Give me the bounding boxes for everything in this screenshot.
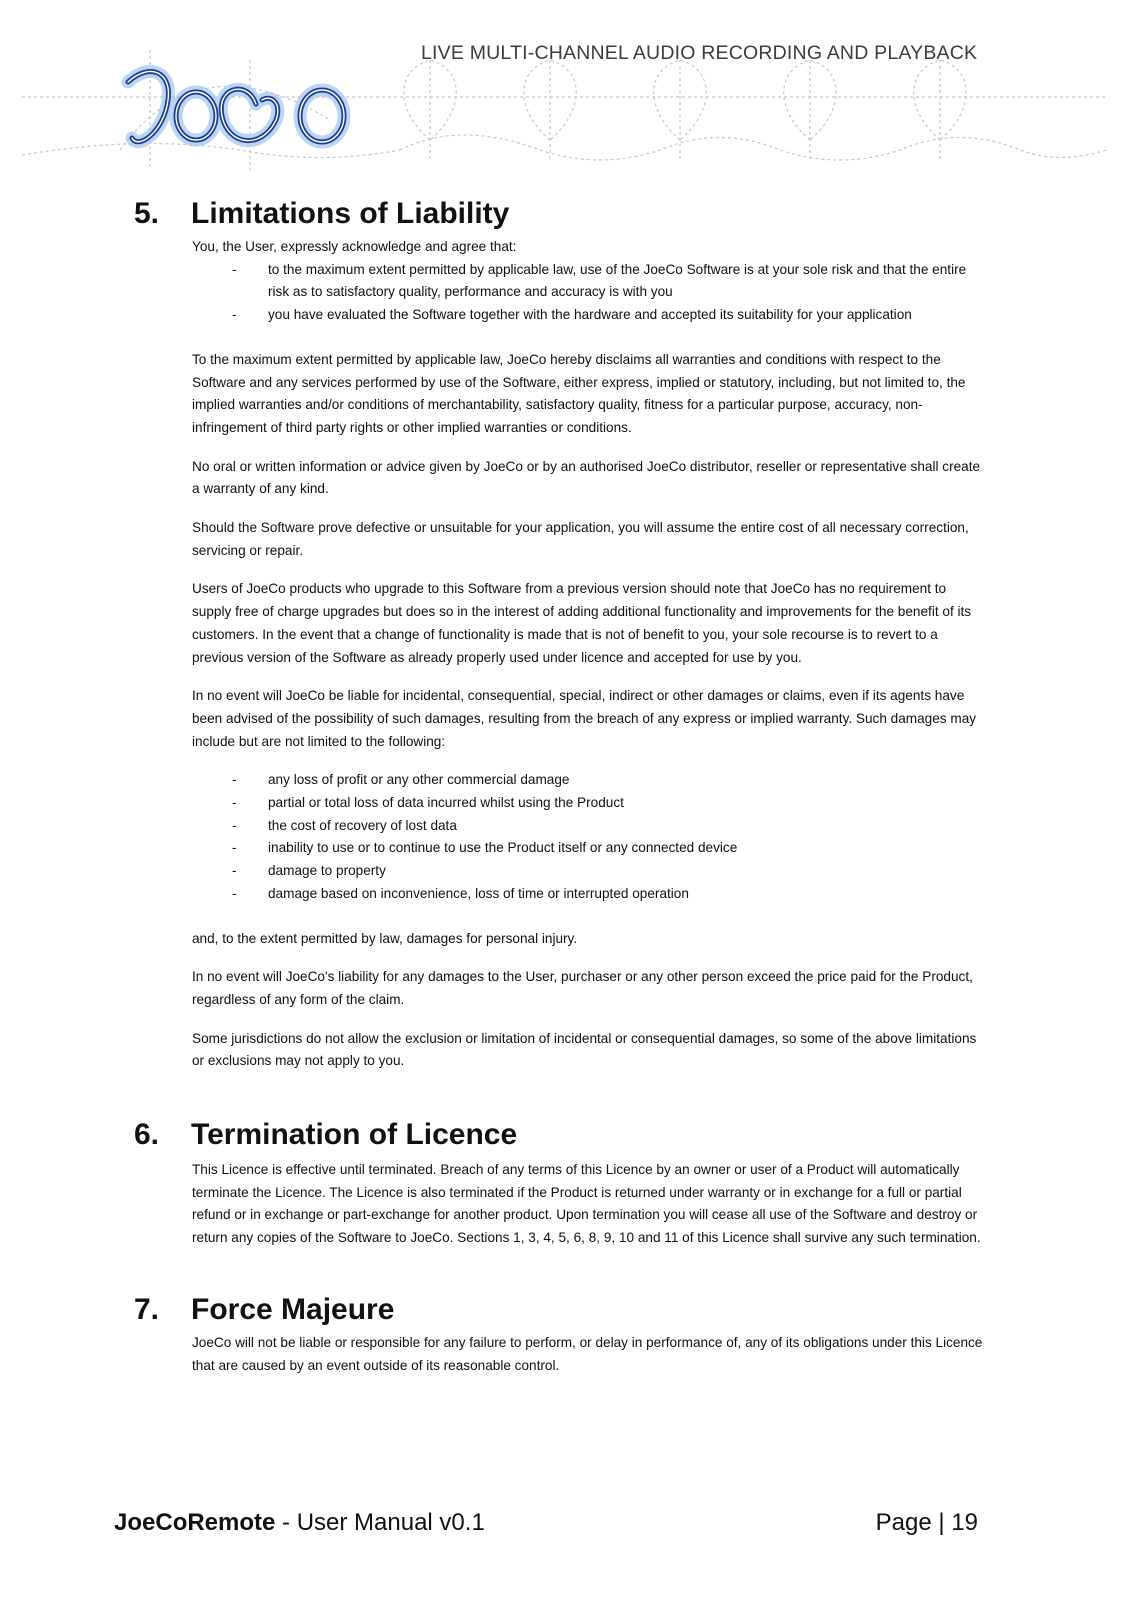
footer-doc-title: - User Manual v0.1	[275, 1509, 485, 1536]
paragraph: To the maximum extent permitted by applicable law, JoeCo hereby disclaims all warranties and conditions with respect to the Software and any services performed by use of the Software, either express, implied or statutory, including, but not limited to, the implied warranties and/or conditions of merchantability, satisfactory quality, fitness for a particular purpose, accuracy, non-infringement of third party rights or other implied warranties or conditions.	[192, 351, 966, 435]
page-header	[0, 0, 1128, 180]
section-title: Limitations of Liability	[191, 197, 510, 230]
section-heading-5	[134, 196, 509, 232]
section-number: 7.	[134, 1293, 160, 1326]
list-item: - any loss of profit or any other commercial damage	[192, 769, 984, 792]
header-tagline: LIVE MULTI-CHANNEL AUDIO RECORDING AND PLAYBACK	[421, 42, 978, 64]
paragraph: No oral or written information or advice given by JoeCo or by an authorised JoeCo distributor, reseller or representative shall create a warranty of any kind.	[192, 458, 981, 497]
header-decoration	[0, 0, 1128, 180]
list-item: - to the maximum extent permitted by applicable law, use of the JoeCo Software is at your sole risk and that the entire risk as to satisfactory quality, performance and accuracy is with you	[192, 259, 984, 304]
section-body-7	[192, 1332, 984, 1393]
list-item: - damage to property	[192, 860, 984, 883]
paragraph: JoeCo will not be liable or responsible for any failure to perform, or delay in performance of, any of its obligations under this Licence that are caused by an event outside of its reasonable control.	[192, 1335, 983, 1373]
intro-paragraph: You, the User, expressly acknowledge and agree that:	[192, 239, 517, 254]
paragraph: In no event will JoeCo's liability for any damages to the User, purchaser or any other person exceed the price paid for the Product, regardless of any form of the claim.	[192, 969, 973, 1007]
joeco-logo	[128, 72, 344, 142]
footer-document-title	[114, 1509, 485, 1537]
footer-product-name: JoeCoRemote	[114, 1509, 276, 1536]
acknowledgement-list	[192, 259, 984, 327]
section-body-5	[192, 236, 984, 1089]
list-item: - damage based on inconvenience, loss of time or interrupted operation	[192, 883, 984, 906]
page-number: Page | 19	[875, 1509, 978, 1536]
list-item: - partial or total loss of data incurred whilst using the Product	[192, 792, 984, 815]
list-item: - inability to use or to continue to use the Product itself or any connected device	[192, 837, 984, 860]
paragraph: This Licence is effective until terminated. Breach of any terms of this Licence by an owner or user of a Product will automatically terminate the Licence. The Licence is also terminated if the Product is returned under warranty or in exchange for a full or partial refund or in exchange or part-exchange for another product. Upon termination you will cease all use of the Software and destroy or return any copies of the Software to JoeCo. Sections 1, 3, 4, 5, 6, 8, 9, 10 and 11 of this Licence shall survive any such termination.	[192, 1162, 981, 1246]
section-number: 6.	[134, 1118, 160, 1151]
paragraph: Some jurisdictions do not allow the exclusion or limitation of incidental or consequential damages, so some of the above limitations or exclusions may not apply to you.	[192, 1030, 977, 1069]
paragraph: and, to the extent permitted by law, damages for personal injury.	[192, 930, 578, 946]
section-heading-6	[134, 1117, 517, 1153]
list-item: - you have evaluated the Software together with the hardware and accepted its suitability for your application	[192, 304, 984, 327]
section-title: Force Majeure	[191, 1293, 395, 1326]
paragraph: Should the Software prove defective or unsuitable for your application, you will assume the entire cost of all necessary correction, servicing or repair.	[192, 520, 969, 558]
section-body-6	[192, 1159, 984, 1266]
paragraph: In no event will JoeCo be liable for incidental, consequential, special, indirect or other damages or claims, even if its agents have been advised of the possibility of such damages, resulting from the breach of any express or implied warranty. Such damages may include but are not limited to the following:	[192, 688, 977, 749]
section-number: 5.	[134, 197, 160, 230]
paragraph: Users of JoeCo products who upgrade to this Software from a previous version should note that JoeCo has no requirement to supply free of charge upgrades but does so in the interest of adding additional functionality and improvements for the benefit of its customers. In the event that a change of functionality is made that is not of benefit to you, your sole recourse is to revert to a previous version of the Software as already properly used under licence and accepted for use by you.	[192, 581, 972, 665]
section-heading-7	[134, 1292, 394, 1328]
list-item: - the cost of recovery of lost data	[192, 815, 984, 838]
damages-list	[192, 769, 984, 905]
section-title: Termination of Licence	[191, 1118, 518, 1151]
